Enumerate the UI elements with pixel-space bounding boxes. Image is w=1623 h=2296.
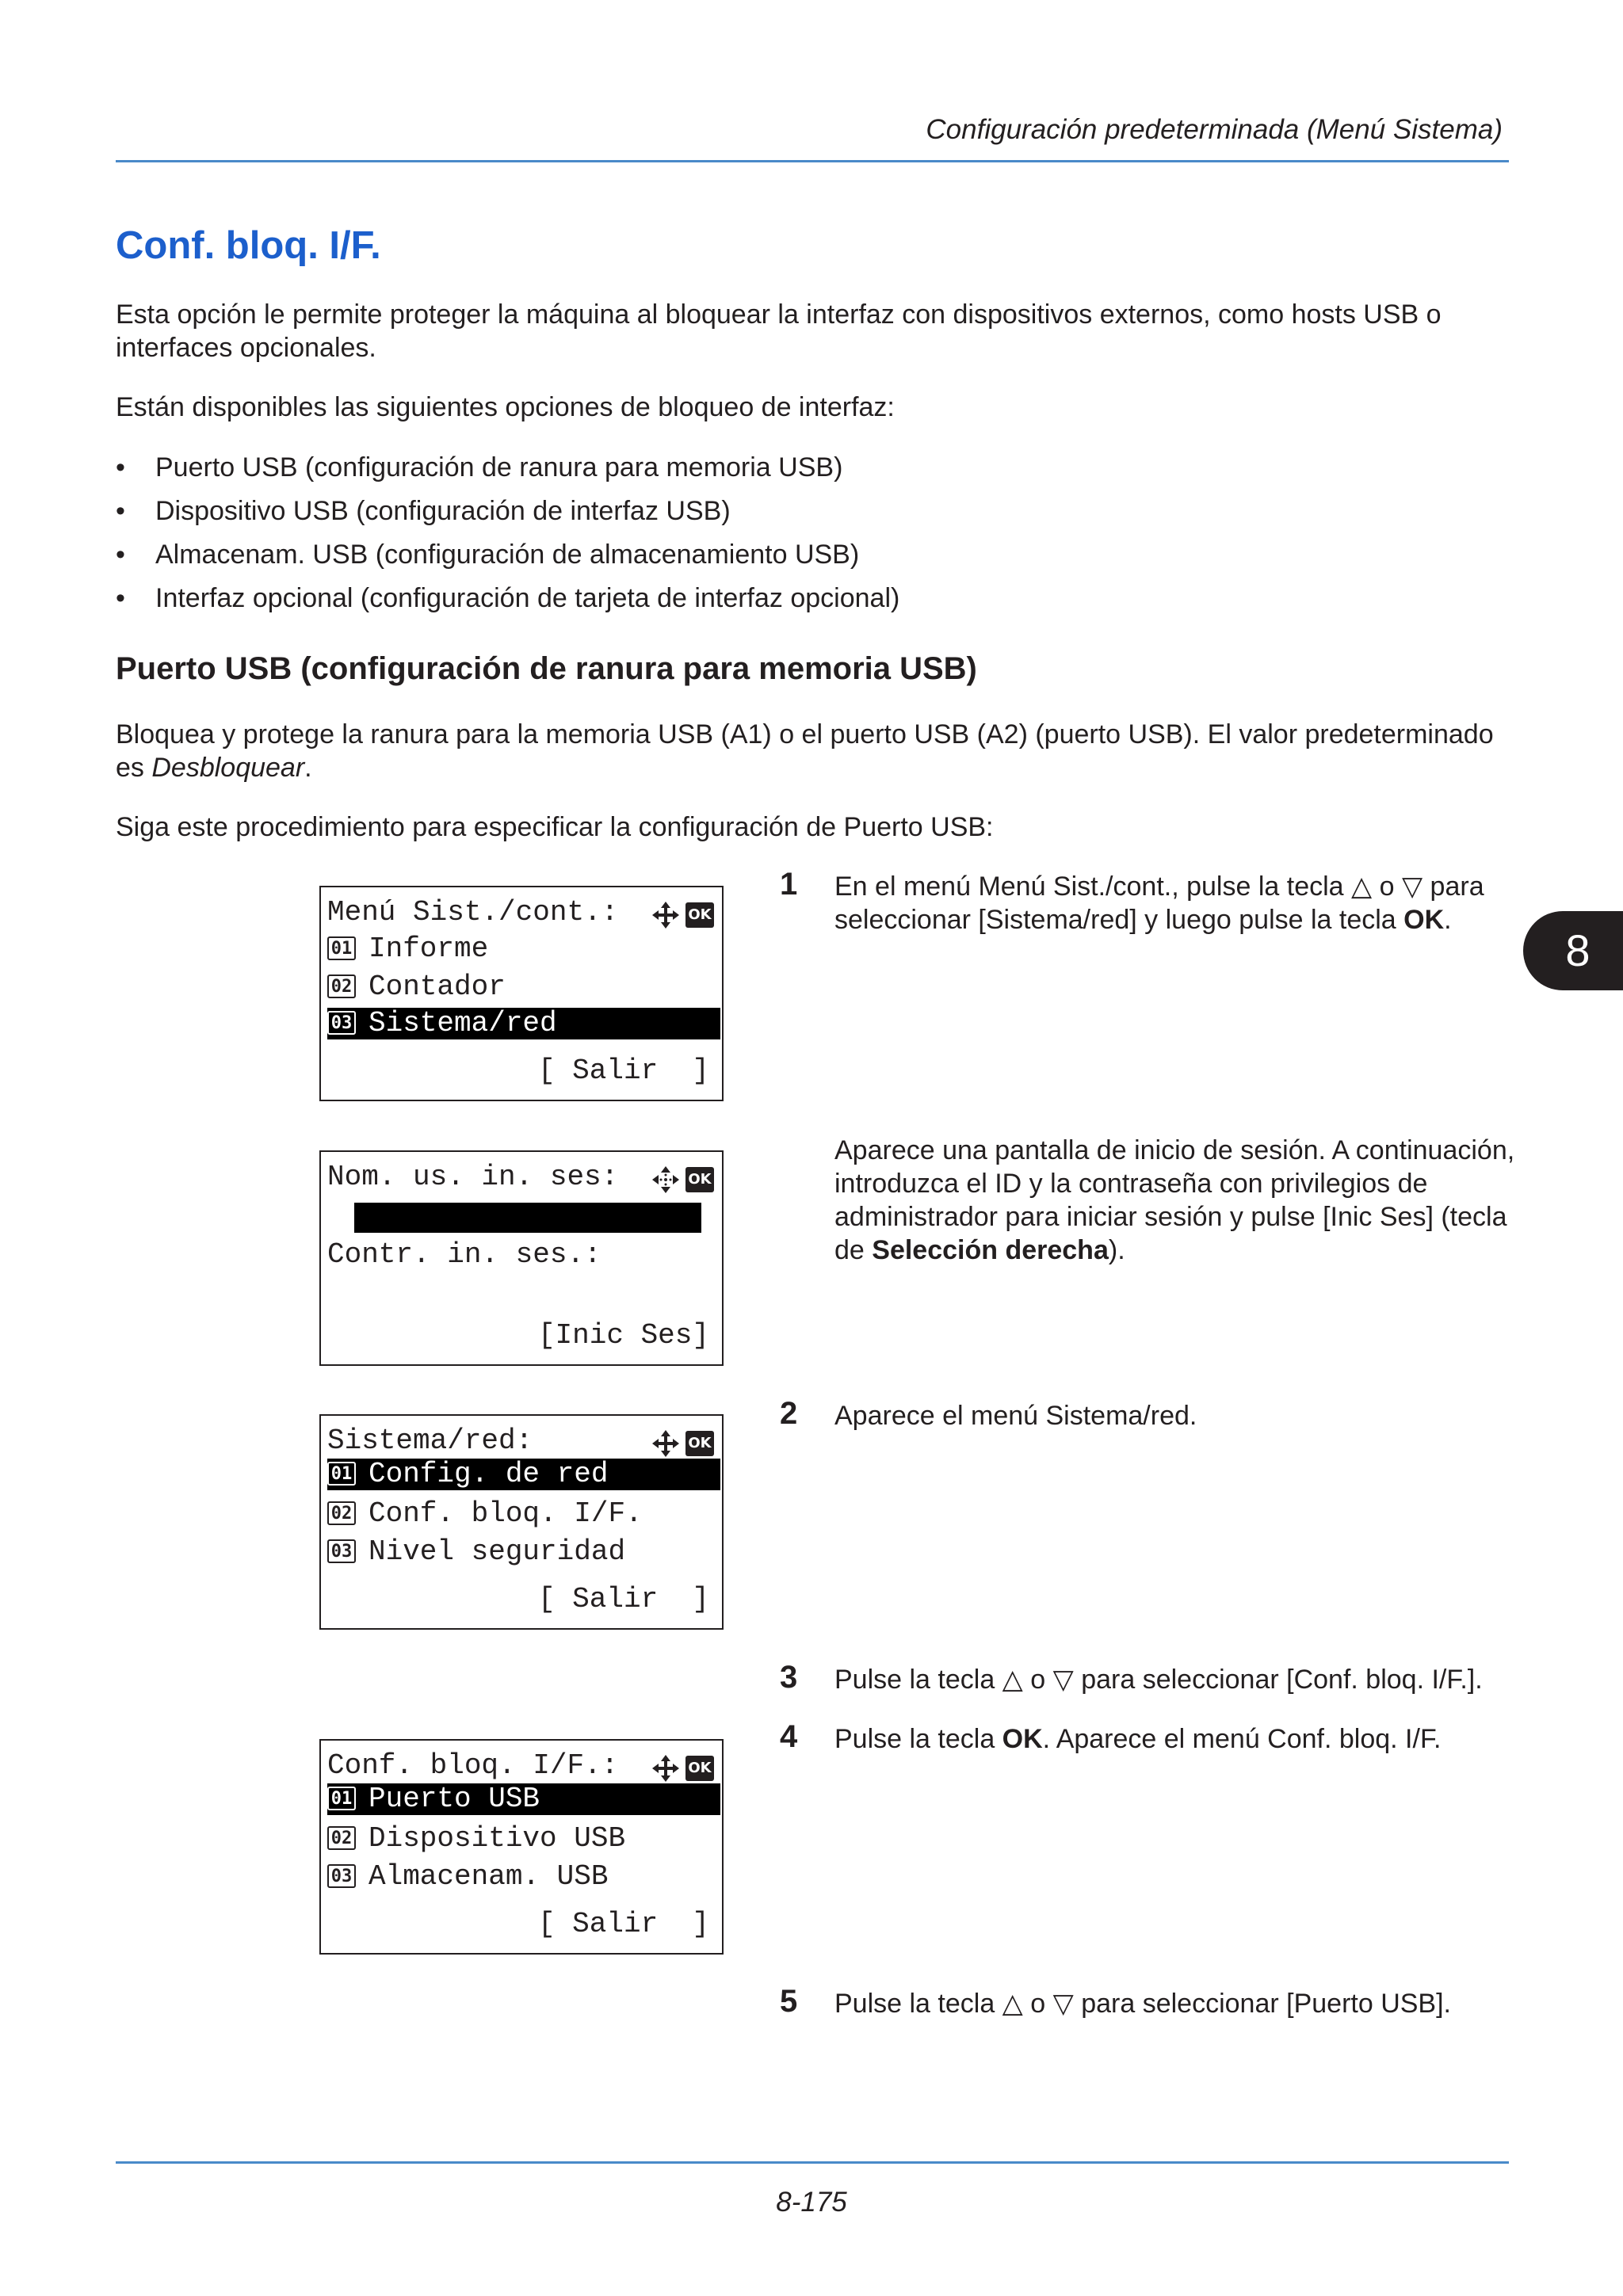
step-text-part: En el menú Menú Sist./cont., pulse la tecla △ o ▽ para seleccionar [Sistema/red] y luego pulse la tecla: [834, 871, 1484, 935]
step-text: [834, 1722, 1516, 1756]
footer-rule: [116, 2161, 1509, 2164]
softkey-exit: [ Salir ]: [537, 1583, 709, 1615]
ok-key-icon: OK: [685, 1431, 714, 1456]
softkey-exit: [ Salir ]: [537, 1055, 709, 1087]
desc-end: .: [304, 753, 312, 783]
subsection-title: Puerto USB (configuración de ranura para memoria USB): [116, 651, 977, 686]
item-label: Contador: [369, 971, 506, 1003]
step-number: 3: [780, 1660, 798, 1695]
intro-paragraph: Esta opción le permite proteger la máquina al bloquear la interfaz con dispositivos externos, como hosts USB o interfaces opcionales.: [116, 299, 1442, 363]
lcd-title: Conf. bloq. I/F.:: [327, 1749, 619, 1782]
key-name: OK: [1403, 905, 1445, 935]
step-number: 1: [780, 867, 798, 902]
lcd-screen-login: [319, 1150, 724, 1366]
lcd-menu-item: [327, 1861, 722, 1893]
key-name: OK: [1002, 1724, 1043, 1754]
step-note: [834, 1134, 1516, 1267]
lcd-menu-item-selected: [327, 1783, 720, 1815]
item-number-badge: 02: [327, 1826, 356, 1850]
step-number: 5: [780, 1984, 798, 2019]
four-way-arrow-icon: [651, 900, 681, 930]
item-number-badge: 01: [327, 1462, 356, 1486]
step-text: Pulse la tecla △ o ▽ para seleccionar [Conf. bloq. I/F.].: [834, 1665, 1483, 1695]
lcd-title: Menú Sist./cont.:: [327, 896, 619, 929]
ok-key-icon: OK: [685, 1756, 714, 1781]
step-text-part: Aparece una pantalla de inicio de sesión. A continuación, introduzca el ID y la contraseña con privilegios de administrador para iniciar sesión y pulse [Inic Ses] (tecla de: [834, 1135, 1515, 1265]
subsection-description: [116, 718, 1510, 784]
item-label: Config. de red: [369, 1458, 609, 1490]
page-number: 8-175: [776, 2187, 847, 2218]
item-number-badge: 03: [327, 1864, 356, 1888]
item-number-badge: 02: [327, 1501, 356, 1525]
step-text-part: . Aparece el menú Conf. bloq. I/F.: [1042, 1724, 1442, 1754]
item-label: Dispositivo USB: [369, 1822, 626, 1855]
lcd-nav: [651, 1753, 714, 1783]
list-item-text: Interfaz opcional (configuración de tarjeta de interfaz opcional): [155, 583, 900, 613]
lcd-nav: [651, 900, 714, 930]
key-name: Selección derecha: [872, 1235, 1109, 1265]
ok-key-icon: OK: [685, 902, 714, 928]
step-number: 2: [780, 1396, 798, 1431]
chapter-tab: 8: [1523, 911, 1623, 990]
four-way-arrow-icon: [651, 1428, 681, 1459]
procedure-intro: Siga este procedimiento para especificar la configuración de Puerto USB:: [116, 812, 994, 842]
lcd-title: Nom. us. in. ses:: [327, 1161, 619, 1193]
lcd-menu-item-selected: [327, 1459, 720, 1490]
step-number: 4: [780, 1719, 798, 1754]
item-label: Conf. bloq. I/F.: [369, 1497, 643, 1530]
lcd-menu-item: [327, 1823, 722, 1855]
four-way-arrow-icon: [651, 1165, 681, 1195]
username-input-bar: [354, 1203, 701, 1233]
header-rule: [116, 160, 1509, 162]
lcd-menu-item: [327, 1498, 722, 1530]
step-text: Pulse la tecla △ o ▽ para seleccionar [Puerto USB].: [834, 1989, 1451, 2019]
ok-key-icon: OK: [685, 1167, 714, 1192]
lcd-menu-item: [327, 971, 722, 1003]
step-text: [834, 870, 1516, 936]
item-label: Nivel seguridad: [369, 1535, 626, 1568]
softkey-login: [Inic Ses]: [537, 1319, 709, 1352]
password-label: Contr. in. ses.:: [327, 1238, 601, 1271]
lcd-title: Sistema/red:: [327, 1425, 533, 1457]
desc-text: Bloquea y protege la ranura para la memoria USB (A1) o el puerto USB (A2) (puerto USB). El valor predeterminado es: [116, 719, 1494, 783]
item-number-badge: 02: [327, 974, 356, 998]
lcd-nav: [651, 1428, 714, 1459]
lcd-menu-item: [327, 1536, 722, 1568]
item-label: Informe: [369, 933, 489, 965]
lcd-menu-item-selected: [327, 1008, 720, 1039]
item-label: Puerto USB: [369, 1783, 540, 1815]
lcd-screen-interface-lock: [319, 1739, 724, 1955]
step-text-part: Pulse la tecla: [834, 1724, 1002, 1754]
item-number-badge: 03: [327, 1011, 356, 1035]
step-text-part: .: [1444, 905, 1452, 935]
item-number-badge: 01: [327, 1787, 356, 1810]
default-value: Desbloquear: [151, 753, 305, 783]
options-intro: Están disponibles las siguientes opciones de bloqueo de interfaz:: [116, 392, 895, 422]
lcd-screen-system-network: [319, 1414, 724, 1630]
softkey-exit: [ Salir ]: [537, 1908, 709, 1940]
list-item-text: Puerto USB (configuración de ranura para memoria USB): [155, 452, 843, 482]
lcd-screen-main-menu: [319, 886, 724, 1101]
step-text-part: ).: [1108, 1235, 1125, 1265]
lcd-nav: [651, 1165, 714, 1195]
item-label: Almacenam. USB: [369, 1860, 609, 1893]
list-item-text: Dispositivo USB (configuración de interfaz USB): [155, 496, 731, 526]
item-number-badge: 03: [327, 1539, 356, 1563]
item-label: Sistema/red: [369, 1007, 557, 1039]
four-way-arrow-icon: [651, 1753, 681, 1783]
item-number-badge: 01: [327, 936, 356, 960]
section-title: Conf. bloq. I/F.: [116, 224, 381, 267]
list-item-text: Almacenam. USB (configuración de almacenamiento USB): [155, 540, 860, 570]
step-text: Aparece el menú Sistema/red.: [834, 1401, 1197, 1431]
lcd-menu-item: [327, 933, 722, 965]
running-header: Configuración predeterminada (Menú Sistema): [926, 114, 1503, 145]
